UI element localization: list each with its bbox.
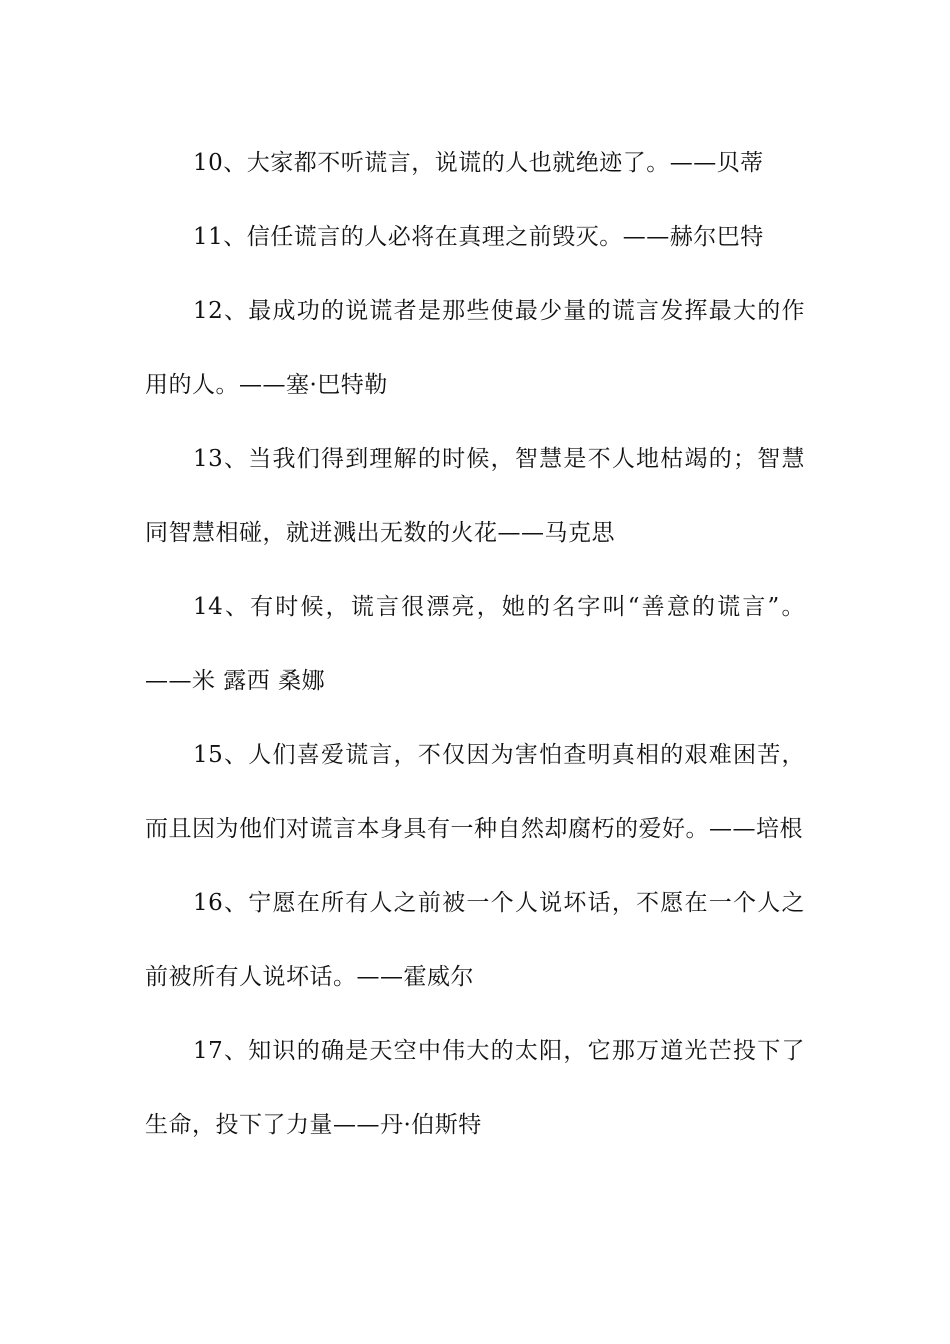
quote-paragraph-14: 14、有时候，谎言很漂亮，她的名字叫“善意的谎言”。——米 露西 桑娜 — [145, 594, 805, 694]
quote-paragraph-15: 15、人们喜爱谎言，不仅因为害怕查明真相的艰难困苦，而且因为他们对谎言本身具有一种自然却腐朽的爱好。——培根 — [145, 742, 805, 842]
quote-paragraph-12: 12、最成功的说谎者是那些使最少量的谎言发挥最大的作用的人。——塞·巴特勒 — [145, 298, 805, 398]
quote-paragraph-11: 11、信任谎言的人必将在真理之前毁灭。——赫尔巴特 — [193, 224, 764, 250]
quote-paragraph-13: 13、当我们得到理解的时候，智慧是不人地枯竭的；智慧同智慧相碰，就迸溅出无数的火花——马克思 — [145, 446, 805, 546]
quote-paragraph-16: 16、宁愿在所有人之前被一个人说坏话，不愿在一个人之前被所有人说坏话。——霍威尔 — [145, 890, 805, 990]
quote-paragraph-17: 17、知识的确是天空中伟大的太阳，它那万道光芒投下了生命，投下了力量——丹·伯斯特 — [145, 1038, 805, 1138]
document-body — [145, 126, 805, 1162]
quote-paragraph-10: 10、大家都不听谎言，说谎的人也就绝迹了。——贝蒂 — [193, 150, 764, 176]
